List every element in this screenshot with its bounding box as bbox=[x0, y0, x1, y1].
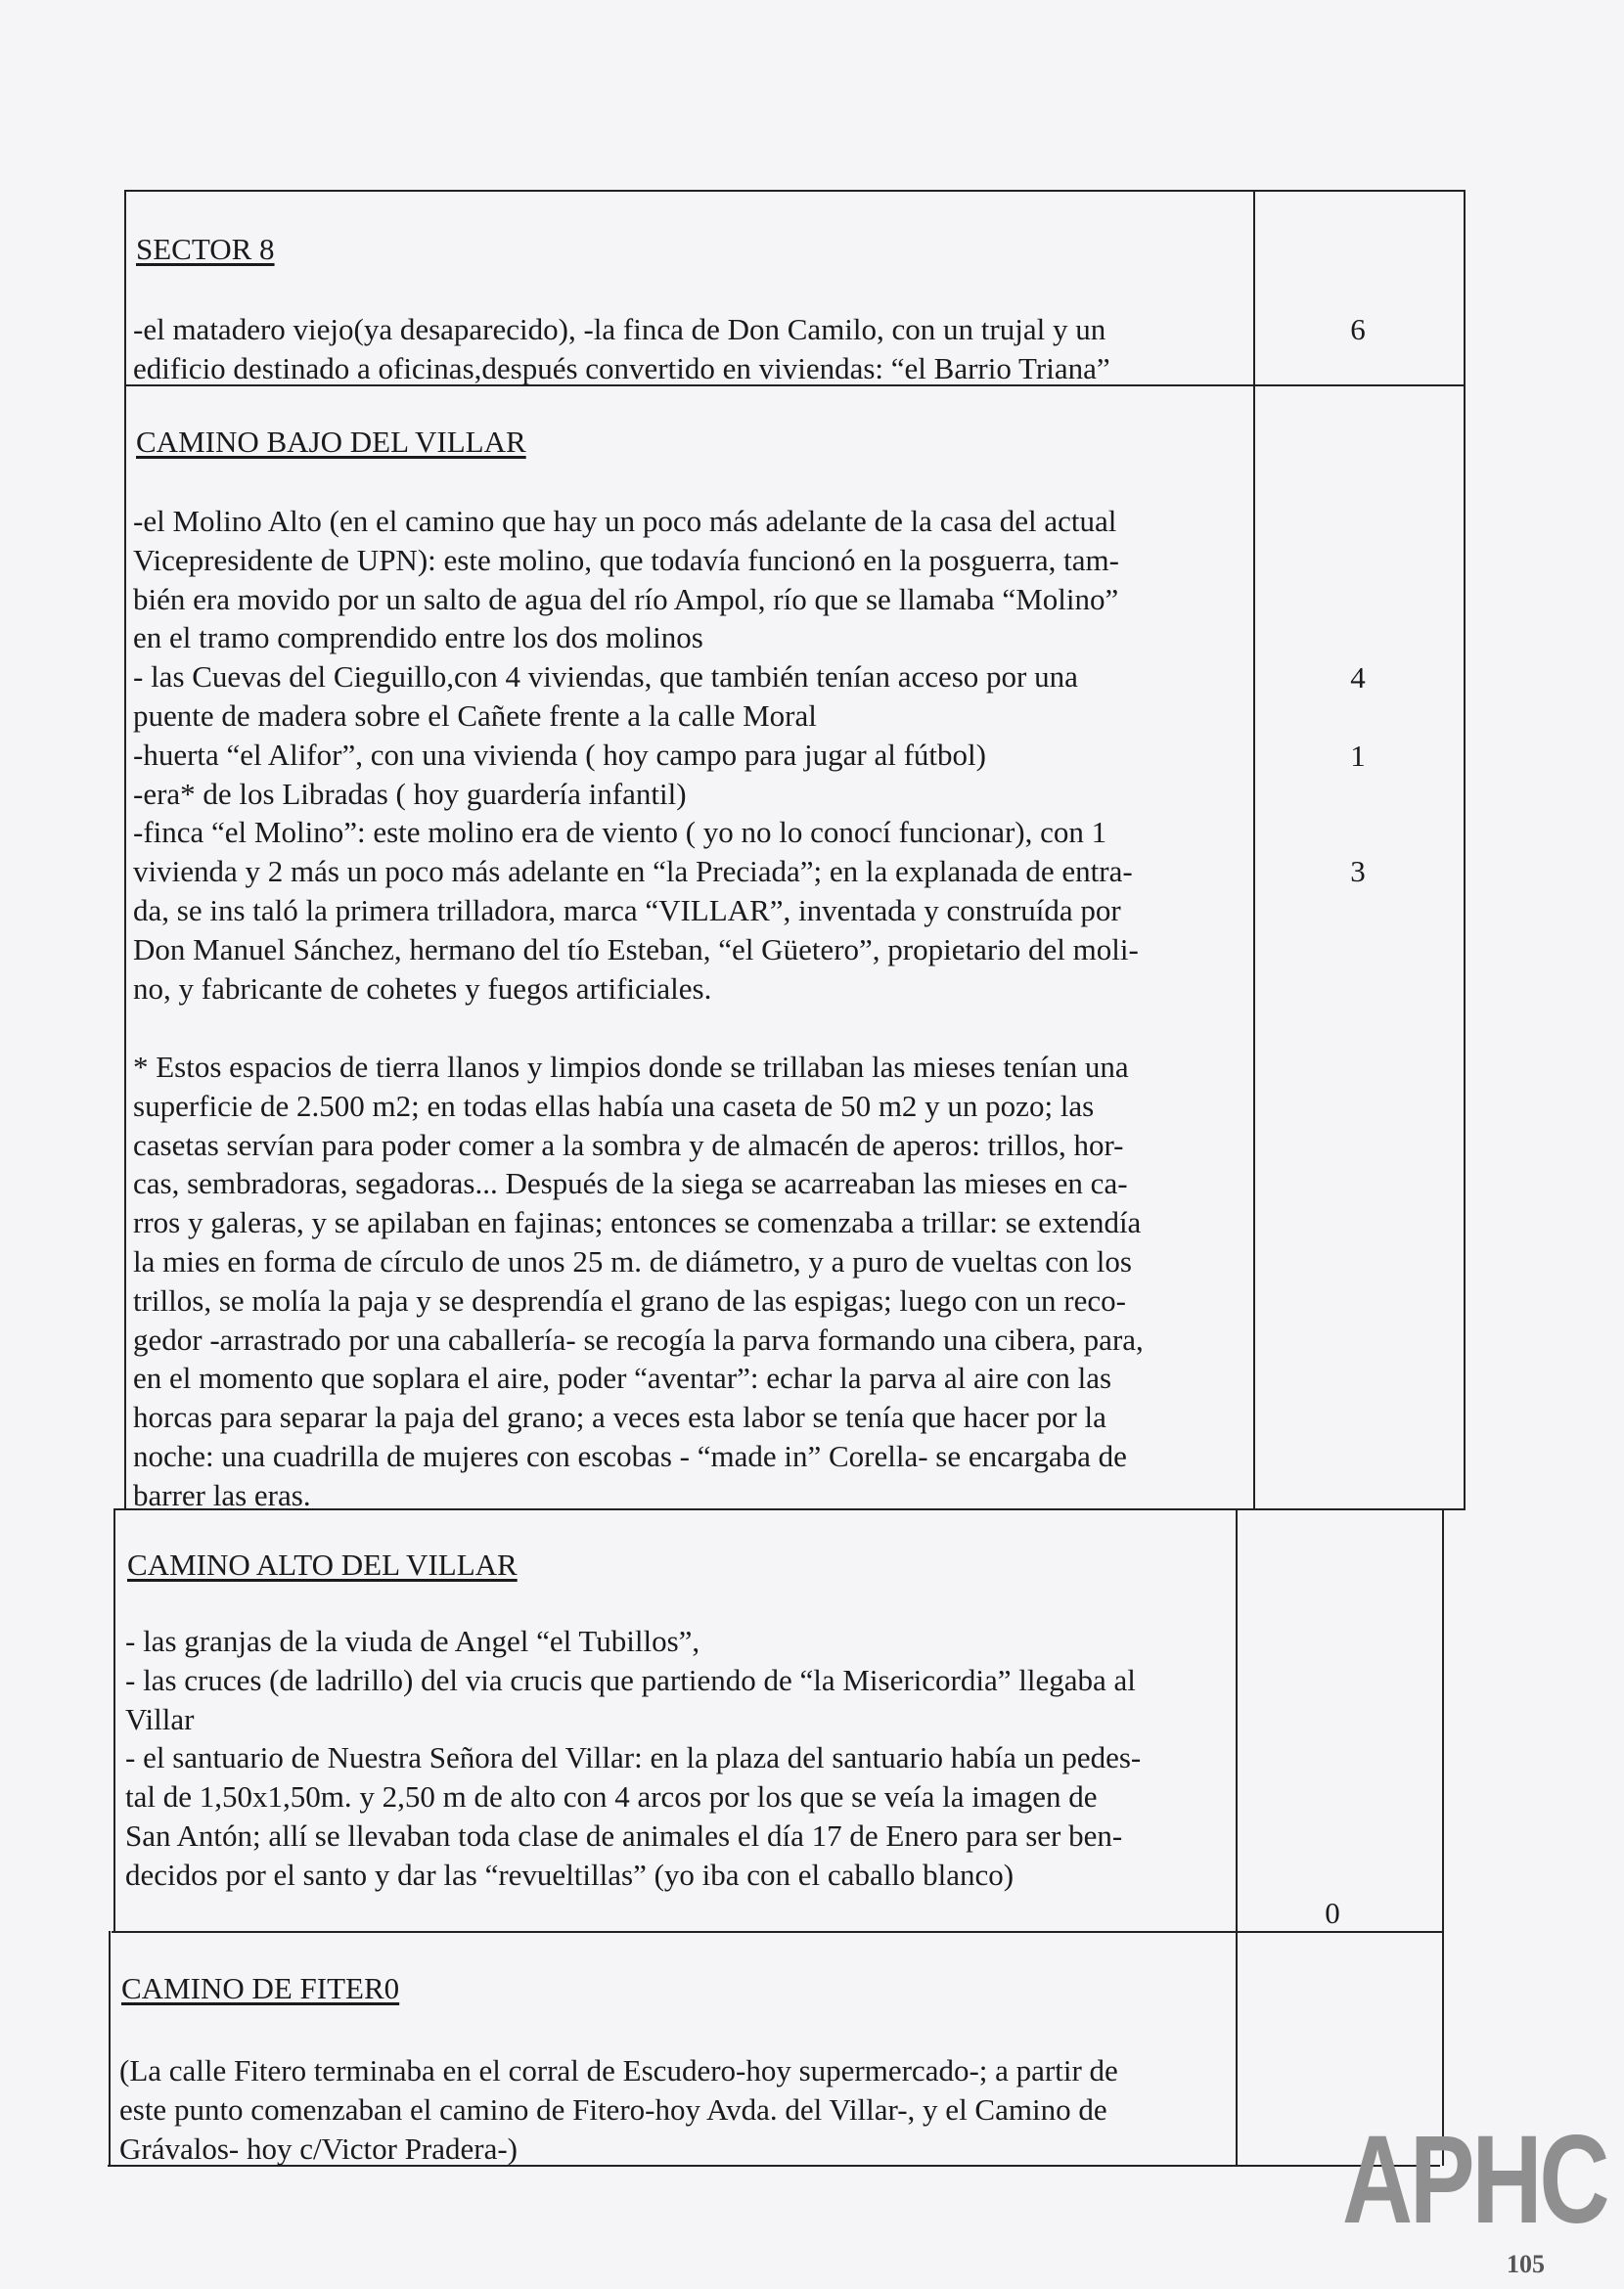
table-border-left bbox=[109, 1931, 111, 2166]
section-heading: CAMINO DE FITER0 bbox=[121, 1971, 400, 2005]
count-value: 6 bbox=[1350, 312, 1366, 346]
text-line: no, y fabricante de cohetes y fuegos artificiales. bbox=[133, 970, 712, 1006]
section-heading: SECTOR 8 bbox=[136, 232, 275, 266]
text-line: -el Molino Alto (en el camino que hay un poco más adelante de la casa del actual bbox=[133, 504, 1117, 538]
text-line: * Estos espacios de tierra llanos y limpios donde se trillaban las mieses tenían una bbox=[133, 1050, 1129, 1084]
section-text bbox=[133, 502, 1139, 1008]
table-border-right bbox=[1464, 190, 1466, 1508]
text-line: edificio destinado a oficinas,después convertido en viviendas: “el Barrio Triana” bbox=[133, 350, 1110, 385]
text-line: puente de madera sobre el Cañete frente a la calle Moral bbox=[133, 697, 817, 733]
section-text bbox=[119, 2051, 1118, 2168]
text-line: - las cruces (de ladrillo) del via crucis que partiendo de “la Misericordia” llegaba al bbox=[125, 1662, 1136, 1697]
text-line: Villar bbox=[125, 1701, 195, 1736]
text-line: cas, sembradoras, segadoras... Después de la siega se acarreaban las mieses en ca- bbox=[133, 1166, 1128, 1201]
section-heading: CAMINO ALTO DEL VILLAR bbox=[127, 1548, 518, 1582]
text-line: casetas servían para poder comer a la sombra y de almacén de aperos: trillos, hor- bbox=[133, 1127, 1124, 1162]
section-text bbox=[125, 1622, 1141, 1895]
text-line: tal de 1,50x1,50m. y 2,50 m de alto con 4 arcos por los que se veía la imagen de bbox=[125, 1779, 1098, 1815]
text-line: este punto comenzaban el camino de Fitero-hoy Avda. del Villar-, y el Camino de bbox=[119, 2091, 1107, 2127]
section-heading: CAMINO BAJO DEL VILLAR bbox=[136, 425, 526, 459]
text-line: vivienda y 2 más un poco más adelante en “la Preciada”; en la explanada de entra- bbox=[133, 854, 1133, 889]
text-line: - las Cuevas del Cieguillo,con 4 viviendas, que también tenían acceso por una bbox=[133, 659, 1078, 695]
text-line: da, se ins taló la primera trilladora, marca “VILLAR”, inventada y construída por bbox=[133, 892, 1121, 927]
text-line: en el tramo comprendido entre los dos molinos bbox=[133, 620, 703, 655]
table-border-left bbox=[113, 1508, 115, 1931]
text-line: San Antón; allí se llevaban toda clase de animales el día 17 de Enero para ser ben- bbox=[125, 1818, 1123, 1853]
page-number: 105 bbox=[1507, 2250, 1545, 2278]
text-line: trillos, se molía la paja y se desprendía el grano de las espigas; luego con un reco- bbox=[133, 1282, 1126, 1318]
column-divider bbox=[1253, 190, 1255, 1508]
text-line: -huerta “el Alifor”, con una vivienda ( hoy campo para jugar al fútbol) bbox=[133, 737, 986, 772]
footnote-text bbox=[133, 1048, 1144, 1515]
count-value: 1 bbox=[1350, 739, 1366, 773]
text-line: decidos por el santo y dar las “revueltillas” (yo iba con el caballo blanco) bbox=[125, 1857, 1015, 1892]
text-line: rros y galeras, y se apilaban en fajinas; entonces se comenzaba a trillar: se extendía bbox=[133, 1205, 1142, 1240]
text-line: bién era movido por un salto de agua del río Ampol, río que se llamaba “Molino” bbox=[133, 581, 1119, 616]
aphc-watermark-logo: APHC bbox=[1342, 2110, 1607, 2250]
row-divider bbox=[112, 1931, 1442, 1933]
text-line: Grávalos- hoy c/Victor Pradera-) bbox=[119, 2131, 518, 2166]
text-line: gedor -arrastrado por una caballería- se recogía la parva formando una cibera, para, bbox=[133, 1322, 1144, 1357]
text-line: barrer las eras. bbox=[133, 1477, 311, 1512]
text-line: la mies en forma de círculo de unos 25 m. de diámetro, y a puro de vueltas con los bbox=[133, 1243, 1132, 1279]
text-line: Don Manuel Sánchez, hermano del tío Esteban, “el Güetero”, propietario del moli- bbox=[133, 931, 1139, 966]
count-value: 0 bbox=[1325, 1896, 1340, 1930]
section-text bbox=[133, 310, 1110, 388]
text-line: - el santuario de Nuestra Señora del Villar: en la plaza del santuario había un pedes- bbox=[125, 1740, 1142, 1775]
text-line: (La calle Fitero terminaba en el corral de Escudero-hoy supermercado-; a partir de bbox=[119, 2053, 1118, 2087]
text-line: - las granjas de la viuda de Angel “el Tubillos”, bbox=[125, 1624, 700, 1658]
text-line: Vicepresidente de UPN): este molino, que todavía funcionó en la posguerra, tam- bbox=[133, 542, 1119, 577]
table-border-top bbox=[124, 190, 1466, 192]
text-line: -el matadero viejo(ya desaparecido), -la finca de Don Camilo, con un trujal y un bbox=[133, 312, 1106, 346]
table-border-left bbox=[124, 190, 126, 1508]
text-line: en el momento que soplara el aire, poder “aventar”: echar la parva al aire con las bbox=[133, 1361, 1112, 1396]
count-value: 3 bbox=[1350, 854, 1366, 888]
text-line: -era* de los Libradas ( hoy guardería infantil) bbox=[133, 776, 687, 811]
text-line: -finca “el Molino”: este molino era de viento ( yo no lo conocí funcionar), con 1 bbox=[133, 815, 1107, 850]
column-divider bbox=[1236, 1508, 1238, 2166]
count-value: 4 bbox=[1350, 660, 1366, 695]
text-line: superficie de 2.500 m2; en todas ellas había una caseta de 50 m2 y un pozo; las bbox=[133, 1088, 1095, 1123]
text-line: horcas para separar la paja del grano; a veces esta labor se tenía que hacer por la bbox=[133, 1400, 1106, 1435]
text-line: noche: una cuadrilla de mujeres con escobas - “made in” Corella- se encargaba de bbox=[133, 1438, 1127, 1473]
table-border-right bbox=[1442, 1508, 1444, 2166]
